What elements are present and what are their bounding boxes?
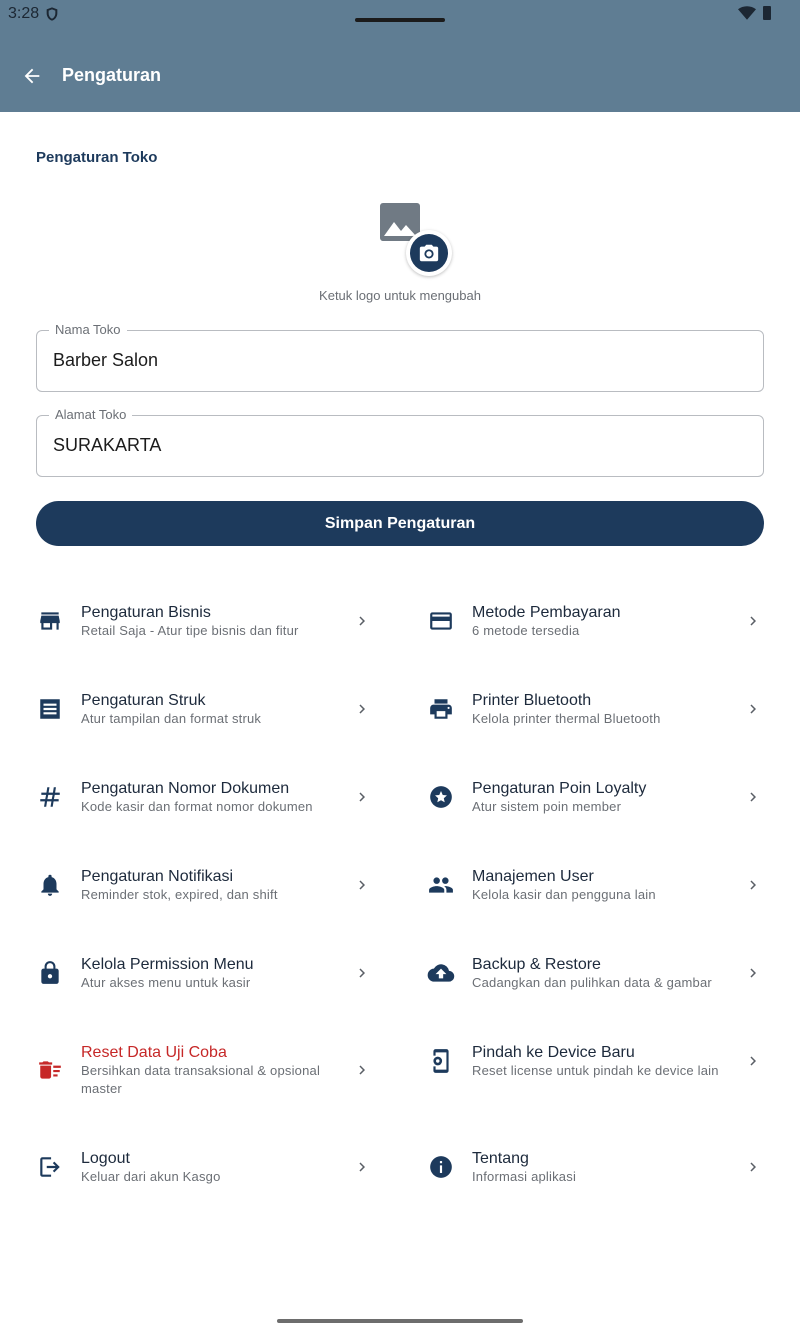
arrow-back-icon — [21, 65, 43, 87]
menu-subtitle: Atur tampilan dan format struk — [81, 710, 262, 726]
logo-hint: Ketuk logo untuk mengubah — [319, 288, 481, 303]
bell-icon — [36, 871, 64, 899]
chevron-right-icon — [743, 1051, 763, 1071]
store-name-field — [36, 322, 764, 392]
menu-item-user-management[interactable] — [427, 850, 763, 920]
camera-badge[interactable] — [406, 230, 452, 276]
status-time: 3:28 — [8, 5, 40, 22]
store-address-input[interactable] — [53, 416, 743, 474]
menu-title: Logout — [81, 1149, 130, 1167]
chevron-right-icon — [743, 787, 763, 807]
menu-subtitle: Atur sistem poin member — [472, 798, 622, 814]
chevron-right-icon — [352, 1157, 372, 1177]
menu-item-receipt-settings[interactable] — [36, 674, 372, 744]
menu-item-payment-methods[interactable] — [427, 586, 763, 656]
chevron-right-icon — [743, 1157, 763, 1177]
chevron-right-icon — [352, 699, 372, 719]
app-bar — [0, 0, 800, 112]
menu-item-about[interactable] — [427, 1132, 763, 1202]
menu-subtitle: Kelola printer thermal Bluetooth — [472, 710, 661, 726]
menu-subtitle: Retail Saja - Atur tipe bisnis dan fitur — [81, 622, 299, 638]
menu-title: Pengaturan Nomor Dokumen — [81, 779, 290, 797]
menu-subtitle: Informasi aplikasi — [472, 1168, 577, 1184]
wifi-icon — [738, 5, 756, 21]
delete-sweep-icon — [36, 1056, 64, 1084]
home-indicator — [277, 1319, 523, 1323]
receipt-icon — [36, 695, 64, 723]
store-address-label: Alamat Toko — [49, 407, 132, 422]
printer-icon — [427, 695, 455, 723]
lock-icon — [36, 959, 64, 987]
chevron-right-icon — [743, 699, 763, 719]
chevron-right-icon — [743, 611, 763, 631]
menu-item-notification-settings[interactable] — [36, 850, 372, 920]
menu-subtitle: Reset license untuk pindah ke device lain — [472, 1062, 719, 1078]
camera-notch — [355, 18, 445, 22]
camera-icon — [418, 242, 440, 264]
menu-title: Metode Pembayaran — [472, 603, 621, 621]
menu-title: Manajemen User — [472, 867, 594, 885]
chevron-right-icon — [352, 1060, 372, 1080]
phone-settings-icon — [427, 1047, 455, 1075]
menu-title: Backup & Restore — [472, 955, 601, 973]
menu-title: Pengaturan Poin Loyalty — [472, 779, 647, 797]
menu-title: Kelola Permission Menu — [81, 955, 254, 973]
menu-item-bluetooth-printer[interactable] — [427, 674, 763, 744]
chevron-right-icon — [743, 875, 763, 895]
shield-icon — [44, 6, 60, 22]
battery-icon — [762, 5, 772, 21]
store-icon — [36, 607, 64, 635]
back-button[interactable] — [18, 62, 46, 90]
menu-title: Reset Data Uji Coba — [81, 1043, 227, 1061]
credit-card-icon — [427, 607, 455, 635]
menu-item-business-settings[interactable] — [36, 586, 372, 656]
info-icon — [427, 1153, 455, 1181]
menu-item-logout[interactable] — [36, 1132, 372, 1202]
menu-title: Pengaturan Notifikasi — [81, 867, 234, 885]
menu-item-reset-test-data[interactable] — [36, 1034, 372, 1106]
menu-item-move-device[interactable] — [427, 1026, 763, 1096]
menu-item-loyalty-points[interactable] — [427, 762, 763, 832]
menu-subtitle: 6 metode tersedia — [472, 622, 580, 638]
chevron-right-icon — [352, 611, 372, 631]
people-icon — [427, 871, 455, 899]
menu-item-backup-restore[interactable] — [427, 938, 763, 1008]
section-title-store: Pengaturan Toko — [36, 149, 158, 166]
chevron-right-icon — [743, 963, 763, 983]
star-badge-icon — [427, 783, 455, 811]
store-logo-picker[interactable] — [378, 200, 456, 278]
logout-icon — [36, 1153, 64, 1181]
menu-subtitle: Keluar dari akun Kasgo — [81, 1168, 221, 1184]
menu-subtitle: Reminder stok, expired, dan shift — [81, 886, 278, 902]
menu-subtitle: Atur akses menu untuk kasir — [81, 974, 251, 990]
menu-subtitle: Cadangkan dan pulihkan data & gambar — [472, 974, 712, 990]
chevron-right-icon — [352, 787, 372, 807]
menu-title: Pengaturan Bisnis — [81, 603, 211, 621]
chevron-right-icon — [352, 875, 372, 895]
chevron-right-icon — [352, 963, 372, 983]
cloud-upload-icon — [427, 959, 455, 987]
menu-title: Printer Bluetooth — [472, 691, 592, 709]
hashtag-icon — [36, 783, 64, 811]
status-icons — [738, 5, 772, 21]
store-name-label: Nama Toko — [49, 322, 127, 337]
save-settings-button[interactable]: Simpan Pengaturan — [36, 501, 764, 546]
menu-title: Tentang — [472, 1149, 529, 1167]
menu-item-permission-menu[interactable] — [36, 938, 372, 1008]
menu-title: Pengaturan Struk — [81, 691, 206, 709]
store-address-field — [36, 407, 764, 477]
store-name-input[interactable] — [53, 331, 743, 389]
menu-subtitle: Kode kasir dan format nomor dokumen — [81, 798, 313, 814]
menu-subtitle: Kelola kasir dan pengguna lain — [472, 886, 656, 902]
page-title: Pengaturan — [62, 65, 162, 85]
menu-title: Pindah ke Device Baru — [472, 1043, 635, 1061]
menu-subtitle: Bersihkan data transaksional & opsional master — [81, 1062, 321, 1096]
menu-item-document-number[interactable] — [36, 762, 372, 832]
